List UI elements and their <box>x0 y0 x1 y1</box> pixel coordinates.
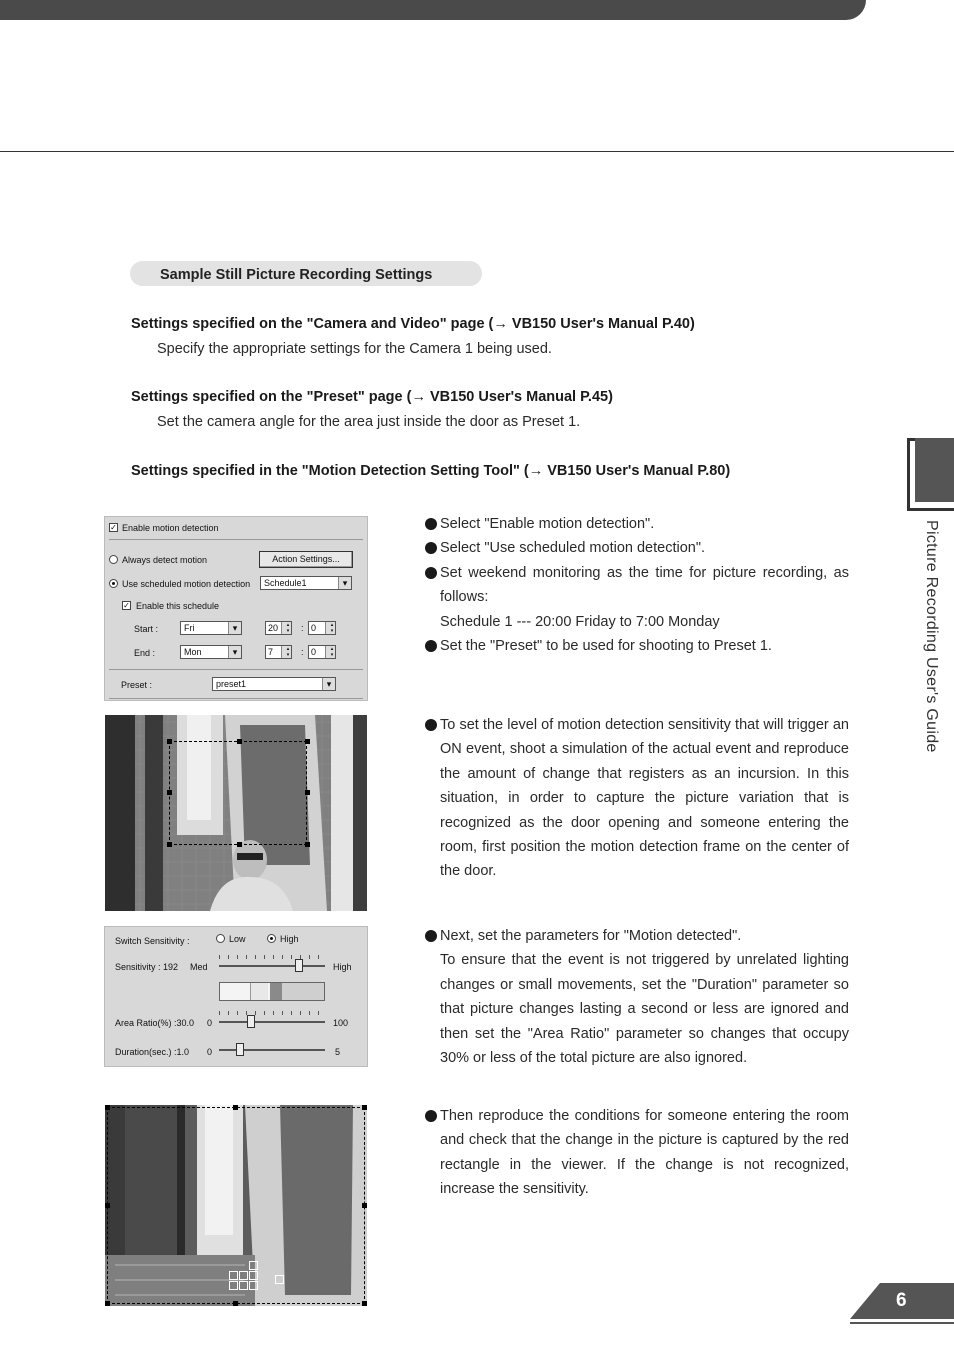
sensitivity-med-label: Med <box>190 962 208 972</box>
section-title-pill <box>130 261 482 286</box>
action-settings-button[interactable]: Action Settings... <box>259 551 353 568</box>
bullet-item: Set weekend monitoring as the time for picture recording, as follows: <box>424 561 849 610</box>
preset-select[interactable]: preset1 ▾ <box>212 677 336 691</box>
duration-max: 5 <box>335 1047 341 1057</box>
time-separator: : <box>301 623 304 633</box>
sensitivity-high-radio[interactable] <box>267 934 276 943</box>
area-ratio-slider-thumb[interactable] <box>247 1015 255 1028</box>
arrow-icon: → <box>411 389 426 405</box>
divider <box>109 539 363 540</box>
frame-handle[interactable] <box>305 739 310 744</box>
sensitivity-low-radio[interactable] <box>216 934 225 943</box>
always-detect-radio[interactable] <box>109 555 118 564</box>
enable-motion-checkbox[interactable]: ✓ <box>110 523 117 532</box>
bullet-item: Set the "Preset" to be used for shooting to Preset 1. <box>424 634 849 658</box>
settings-text-camera-video: Specify the appropriate settings for the Camera 1 being used. <box>157 341 552 357</box>
motion-blocks-indicator <box>229 1261 277 1297</box>
bullet-item: Next, set the parameters for "Motion detected". <box>424 924 849 948</box>
frame-handle[interactable] <box>305 790 310 795</box>
frame-handle[interactable] <box>105 1301 110 1306</box>
motion-level-meter <box>219 982 325 1001</box>
duration-min: 0 <box>207 1047 213 1057</box>
end-day-select[interactable]: Mon ▾ <box>180 645 242 659</box>
frame-handle[interactable] <box>362 1203 367 1208</box>
bullet-subtext: Schedule 1 --- 20:00 Friday to 7:00 Monday <box>440 613 720 630</box>
sensitivity-high-label: High <box>280 934 299 944</box>
doorway-photo <box>105 715 367 911</box>
heading-text: Settings specified in the "Motion Detection Setting Tool" ( <box>131 463 529 479</box>
chapter-side-label: Picture Recording User's Guide <box>923 520 940 753</box>
bullet-item: Then reproduce the conditions for someone entering the room and check that the change in the picture is captured by the red rectangle in the viewer. If the change is not recognized, increase the sensitivity. <box>424 1104 849 1202</box>
arrow-icon: → <box>528 463 544 479</box>
header-bar <box>0 0 866 20</box>
sensitivity-low-label: Low <box>229 934 246 944</box>
start-label: Start : <box>134 624 159 634</box>
divider <box>109 698 363 699</box>
time-separator: : <box>301 647 304 657</box>
sensitivity-slider-track[interactable] <box>219 965 325 967</box>
header-rule <box>0 151 954 152</box>
section-title: Sample Still Picture Recording Settings <box>160 267 433 283</box>
area-ratio-label: Area Ratio(%) :30.0 <box>115 1018 195 1028</box>
sensitivity-label: Sensitivity : 192 <box>115 962 179 972</box>
bullets-block-sensitivity <box>424 713 849 884</box>
divider <box>109 669 363 670</box>
frame-handle[interactable] <box>233 1301 238 1306</box>
frame-handle[interactable] <box>167 739 172 744</box>
arrow-icon: → <box>493 316 508 332</box>
start-hour-spinner[interactable]: 20 ▴▾ <box>265 621 292 635</box>
page-number-underline <box>850 1322 954 1324</box>
page-number: 6 <box>896 1290 907 1311</box>
duration-slider-track[interactable] <box>219 1049 325 1051</box>
frame-handle[interactable] <box>237 739 242 744</box>
slider-ticks <box>219 1011 325 1015</box>
heading-text: Settings specified on the "Camera and Video" page ( <box>131 316 494 332</box>
frame-handle[interactable] <box>362 1105 367 1110</box>
frame-handle[interactable] <box>233 1105 238 1110</box>
heading-reference: VB150 User's Manual P.40) <box>507 316 695 332</box>
motion-detection-dialog <box>104 516 368 701</box>
heading-reference: VB150 User's Manual P.80) <box>543 463 731 479</box>
end-minute-spinner[interactable]: 0 ▴▾ <box>308 645 336 659</box>
settings-heading-camera-video <box>131 316 695 332</box>
settings-text-preset: Set the camera angle for the area just inside the door as Preset 1. <box>157 414 581 430</box>
use-scheduled-radio[interactable] <box>109 579 118 588</box>
frame-handle[interactable] <box>105 1203 110 1208</box>
settings-heading-motion-tool <box>131 463 730 479</box>
always-detect-label: Always detect motion <box>122 555 208 565</box>
enable-motion-label: Enable motion detection <box>122 523 219 533</box>
heading-text: Settings specified on the "Preset" page ( <box>131 389 412 405</box>
frame-handle[interactable] <box>167 842 172 847</box>
area-ratio-slider-track[interactable] <box>219 1021 325 1023</box>
duration-slider-thumb[interactable] <box>236 1043 244 1056</box>
sensitivity-slider-thumb[interactable] <box>295 959 303 972</box>
duration-label: Duration(sec.) :1.0 <box>115 1047 190 1057</box>
chapter-tab <box>915 438 954 502</box>
bullets-block-parameters <box>424 924 849 1070</box>
enable-schedule-checkbox[interactable]: ✓ <box>123 601 130 610</box>
area-ratio-min: 0 <box>207 1018 213 1028</box>
slider-ticks <box>219 955 325 959</box>
bullet-item: Select "Use scheduled motion detection". <box>424 536 849 560</box>
start-minute-spinner[interactable]: 0 ▴▾ <box>308 621 336 635</box>
bullet-item: Select "Enable motion detection". <box>424 512 849 536</box>
frame-handle[interactable] <box>105 1105 110 1110</box>
switch-sensitivity-label: Switch Sensitivity : <box>115 936 190 946</box>
schedule-select[interactable]: Schedule1 ▾ <box>260 576 352 590</box>
bullets-block-schedule <box>424 512 849 658</box>
start-day-select[interactable]: Fri ▾ <box>180 621 242 635</box>
bullets-block-verify <box>424 1104 849 1202</box>
frame-handle[interactable] <box>362 1301 367 1306</box>
settings-heading-preset <box>131 389 613 405</box>
motion-detection-frame[interactable] <box>169 741 307 845</box>
preset-label: Preset : <box>121 680 153 690</box>
heading-reference: VB150 User's Manual P.45) <box>425 389 613 405</box>
use-scheduled-label: Use scheduled motion detection <box>122 579 251 589</box>
sensitivity-high-end-label: High <box>333 962 352 972</box>
end-label: End : <box>134 648 156 658</box>
enable-schedule-label: Enable this schedule <box>136 601 220 611</box>
end-hour-spinner[interactable]: 7 ▴▾ <box>265 645 292 659</box>
frame-handle[interactable] <box>305 842 310 847</box>
sensitivity-dialog <box>104 926 368 1067</box>
area-ratio-max: 100 <box>333 1018 349 1028</box>
frame-handle[interactable] <box>167 790 172 795</box>
viewer-photo <box>105 1105 367 1306</box>
frame-handle[interactable] <box>237 842 242 847</box>
bullet-item: To set the level of motion detection sensitivity that will trigger an ON event, shoot a simulation of the actual event and reproduce the amount of change that registers as an incursion. In this situation, in order to capture the picture variation that is recognized as the door opening and someone entering the room, first position the motion detection frame on the center of the door. <box>424 713 849 884</box>
bullet-subtext: To ensure that the event is not triggered by unrelated lighting changes or small movements, set the "Duration" parameter so that picture changes lasting a second or less are ignored and then set the "Area Ratio" parameter so changes that occupy 30% or less of the total picture are also ignored. <box>440 952 849 1067</box>
